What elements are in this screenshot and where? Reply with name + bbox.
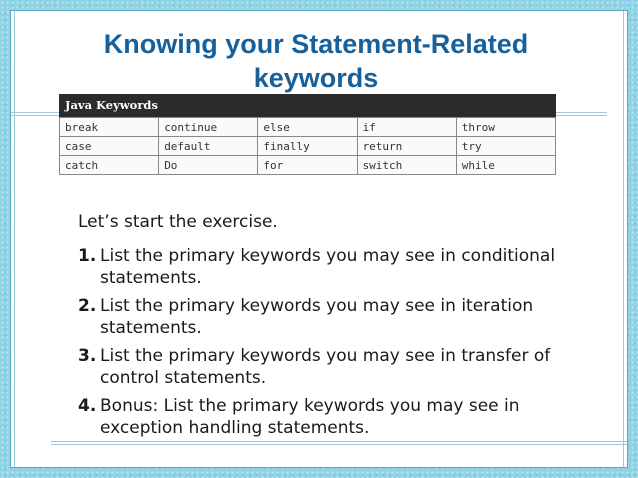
list-item [78, 245, 578, 289]
table-cell: try [456, 137, 555, 156]
list-item [78, 295, 578, 339]
table-row [60, 156, 556, 175]
exercise-block [78, 211, 578, 445]
table-cell: Do [159, 156, 258, 175]
table-cell: else [258, 118, 357, 137]
list-item [78, 345, 578, 389]
item-number: 3. [78, 346, 97, 366]
java-keywords-table [59, 94, 556, 175]
table-row [60, 137, 556, 156]
item-number: 4. [78, 396, 97, 416]
table-caption: Java Keywords [59, 94, 556, 117]
table-cell: catch [60, 156, 159, 175]
table-cell: continue [159, 118, 258, 137]
exercise-intro: Let’s start the exercise. [78, 212, 278, 232]
table-cell: for [258, 156, 357, 175]
table-cell: return [357, 137, 456, 156]
item-text: List the primary keywords you may see in conditional statements. [100, 246, 556, 288]
table-cell: throw [456, 118, 555, 137]
table-cell: switch [357, 156, 456, 175]
table-cell: case [60, 137, 159, 156]
divider-line [623, 11, 624, 467]
item-number: 1. [78, 246, 97, 266]
list-item [78, 395, 578, 439]
table-cell: break [60, 118, 159, 137]
table-cell: finally [258, 137, 357, 156]
item-text: Bonus: List the primary keywords you may see in exception handling statements. [100, 396, 520, 438]
divider-line [14, 11, 15, 467]
slide-title: Knowing your Statement-Related keywords [103, 29, 529, 93]
item-text: List the primary keywords you may see in iteration statements. [100, 296, 534, 338]
table-cell: while [456, 156, 555, 175]
item-text: List the primary keywords you may see in transfer of control statements. [100, 346, 551, 388]
item-number: 2. [78, 296, 97, 316]
slide [10, 10, 628, 468]
table-cell: default [159, 137, 258, 156]
exercise-list [78, 245, 578, 439]
table-cell: if [357, 118, 456, 137]
table-row [60, 118, 556, 137]
